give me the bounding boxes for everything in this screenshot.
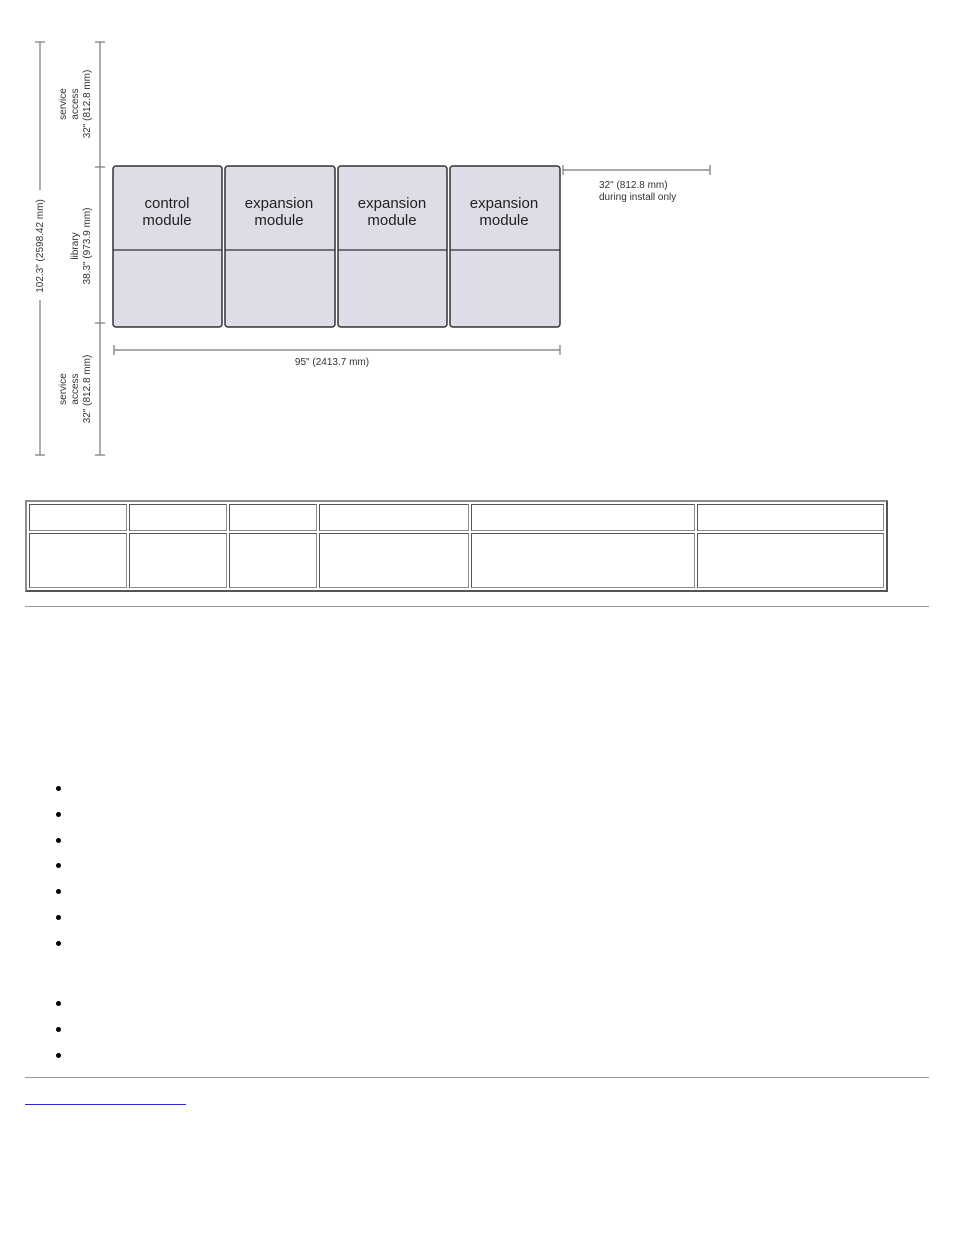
install-clearance-label: 32" (812.8 mm) (599, 180, 668, 191)
width-label: 95" (2413.7 mm) (294, 357, 370, 368)
svg-text:38.3" (973.9 mm): 38.3" (973.9 mm) (82, 207, 93, 285)
table-cell (229, 533, 317, 588)
table-header-cell (471, 504, 695, 531)
module-control (113, 166, 222, 327)
svg-text:expansion: expansion (357, 195, 427, 212)
install-clearance-dimension (563, 165, 710, 175)
svg-text:module: module (367, 212, 417, 229)
table-cell (471, 533, 695, 588)
service-access-bottom-label (58, 355, 93, 424)
table-cell (129, 533, 227, 588)
svg-text:service: service (58, 373, 69, 405)
svg-text:module: module (142, 212, 192, 229)
svg-text:expansion: expansion (469, 195, 539, 212)
library-depth-label (70, 208, 93, 285)
table-header-cell (29, 504, 127, 531)
table-cell (29, 533, 127, 588)
table-header-cell (229, 504, 317, 531)
segment-dimension-line (95, 42, 105, 455)
svg-text:expansion: expansion (244, 195, 314, 212)
install-clearance-note: during install only (599, 192, 677, 203)
library-footprint-diagram (0, 0, 954, 470)
spec-table (25, 500, 888, 592)
table-header-cell (319, 504, 469, 531)
svg-text:control: control (144, 195, 190, 212)
module-expansion-1 (225, 166, 335, 327)
total-height-label: 102.3" (2598.42 mm) (35, 199, 46, 293)
svg-text:32" (812.8 mm): 32" (812.8 mm) (82, 354, 93, 424)
divider-bottom (25, 1077, 929, 1078)
table-header-row (29, 504, 884, 531)
divider-top (25, 606, 929, 607)
table-row (29, 533, 884, 588)
back-to-contents-link[interactable] (25, 1104, 186, 1105)
table-cell (319, 533, 469, 588)
svg-text:access: access (70, 88, 81, 120)
table-header-cell (697, 504, 884, 531)
module-expansion-3 (450, 166, 560, 327)
svg-text:module: module (479, 212, 529, 229)
svg-text:32" (812.8 mm): 32" (812.8 mm) (82, 69, 93, 139)
svg-text:library: library (70, 232, 81, 260)
table-cell (697, 533, 884, 588)
svg-text:module: module (254, 212, 304, 229)
table-header-cell (129, 504, 227, 531)
service-access-top-label (58, 70, 93, 139)
module-expansion-2 (338, 166, 447, 327)
svg-text:access: access (70, 373, 81, 405)
width-dimension (114, 345, 560, 355)
svg-text:service: service (58, 88, 69, 120)
